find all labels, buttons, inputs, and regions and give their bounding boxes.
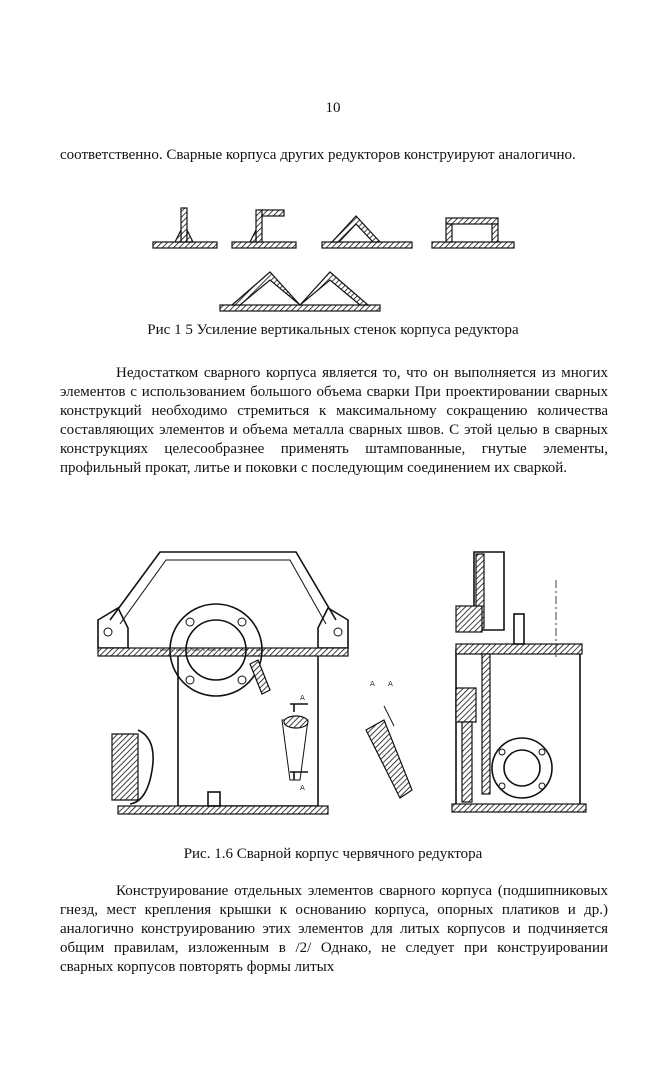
- paragraph-2-text: Недостатком сварного корпуса является то, что он выполняется из многих элементов с использованием большого объема сварки При проектировании сварных конструкций необходимо стремиться к максимальному сокращению количества составляющих элементов и объема металла сварных швов. С этой целью в сварных конструкциях целесообразнее применять штампованные, гнутые элементы, профильный прокат, литье и поковки с последующим соединением их сваркой.: [60, 365, 608, 476]
- corrugated-profile-stiffener: [220, 272, 380, 311]
- cut-mark-top-label: А: [300, 694, 305, 702]
- paragraph-3: [60, 882, 608, 977]
- figure-1-6-caption: Рис. 1.6 Сварной корпус червячного редуктора: [183, 846, 483, 862]
- figure-1-5-drawing: [0, 200, 666, 320]
- section-a-label-right: А: [388, 680, 393, 688]
- paragraph-1: [60, 146, 608, 165]
- paragraph-2: [60, 364, 608, 478]
- cut-mark-bottom-label: А: [300, 784, 305, 792]
- angle-profile-stiffener: [232, 210, 296, 248]
- figure-1-5-caption: Рис 1 5 Усиление вертикальных стенок корпуса редуктора: [147, 322, 519, 338]
- front-view: [98, 552, 348, 814]
- box-profile-stiffener: [432, 218, 514, 248]
- t-profile-stiffener: [153, 208, 217, 248]
- section-a-a: [366, 680, 412, 798]
- triangle-profile-stiffener: [322, 216, 412, 248]
- page-number: 10: [325, 100, 341, 116]
- paragraph-1-text: соответственно. Сварные корпуса других редукторов конструируют аналогично.: [60, 147, 576, 163]
- side-view: [452, 552, 586, 812]
- paragraph-3-text: Конструирование отдельных элементов сварного корпуса (подшипниковых гнезд, мест крепления крышки к основанию корпуса, опорных платиков и др.) аналогично конструированию этих элементов для литых корпусов и подчиняется общим правилам, изложенным в /2/ Однако, не следует при конструировании сварных корпусов повторять формы литых: [60, 883, 608, 975]
- section-a-label-left: А: [370, 680, 375, 688]
- figure-1-6-drawing: [0, 540, 666, 840]
